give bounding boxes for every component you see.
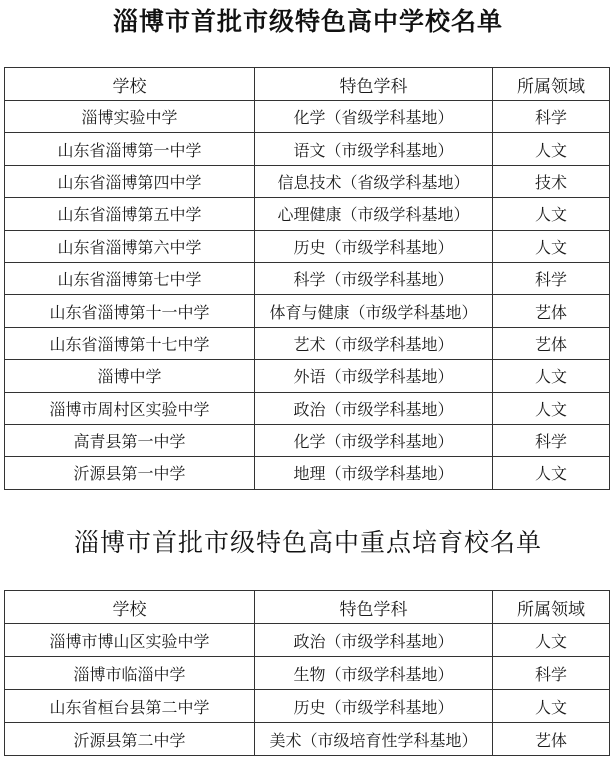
table-row <box>5 198 610 230</box>
field-cell: 科学 <box>493 424 610 456</box>
field-cell: 科学 <box>493 101 610 133</box>
field-cell: 人文 <box>493 690 610 723</box>
field-cell: 科学 <box>493 657 610 690</box>
subject-cell: 美术（市级培育性学科基地） <box>255 723 493 756</box>
school-cell: 淄博实验中学 <box>5 101 255 133</box>
school-cell: 淄博市博山区实验中学 <box>5 624 255 657</box>
school-cell: 山东省淄博第四中学 <box>5 165 255 197</box>
page-title: 淄博市首批市级特色高中学校名单 <box>112 7 503 36</box>
school-cell: 淄博市临淄中学 <box>5 657 255 690</box>
field-cell: 人文 <box>493 198 610 230</box>
school-cell: 山东省淄博第六中学 <box>5 230 255 262</box>
school-cell: 山东省淄博第一中学 <box>5 133 255 165</box>
school-cell: 沂源县第一中学 <box>5 457 255 489</box>
school-cell: 淄博市周村区实验中学 <box>5 392 255 424</box>
subject-cell: 艺术（市级学科基地） <box>255 327 493 359</box>
table-row <box>5 165 610 197</box>
subject-cell: 心理健康（市级学科基地） <box>255 198 493 230</box>
subject-cell: 政治（市级学科基地） <box>255 392 493 424</box>
table-row <box>5 424 610 456</box>
table-row <box>5 230 610 262</box>
subject-cell: 化学（省级学科基地） <box>255 101 493 133</box>
column-header-school: 学校 <box>5 68 255 101</box>
table-row <box>5 392 610 424</box>
column-header-field: 所属领域 <box>493 68 610 101</box>
school-cell: 山东省淄博第五中学 <box>5 198 255 230</box>
table-row <box>5 101 610 133</box>
column-header-subject: 特色学科 <box>255 68 493 101</box>
subject-cell: 体育与健康（市级学科基地） <box>255 295 493 327</box>
table-row <box>5 327 610 359</box>
school-cell: 山东省桓台县第二中学 <box>5 690 255 723</box>
featured-schools-table <box>4 67 610 490</box>
field-cell: 科学 <box>493 262 610 294</box>
school-cell: 山东省淄博第十一中学 <box>5 295 255 327</box>
field-cell: 艺体 <box>493 723 610 756</box>
column-header-subject: 特色学科 <box>255 591 493 624</box>
table-header-row <box>5 68 610 101</box>
field-cell: 人文 <box>493 133 610 165</box>
field-cell: 人文 <box>493 457 610 489</box>
section-title: 淄博市首批市级特色高中重点培育校名单 <box>73 528 542 557</box>
subject-cell: 外语（市级学科基地） <box>255 360 493 392</box>
field-cell: 人文 <box>493 624 610 657</box>
table-header-row <box>5 591 610 624</box>
table-row <box>5 657 610 690</box>
field-cell: 艺体 <box>493 295 610 327</box>
field-cell: 人文 <box>493 360 610 392</box>
subject-cell: 政治（市级学科基地） <box>255 624 493 657</box>
school-cell: 淄博中学 <box>5 360 255 392</box>
field-cell: 人文 <box>493 230 610 262</box>
subject-cell: 历史（市级学科基地） <box>255 230 493 262</box>
table-row <box>5 262 610 294</box>
table-row <box>5 457 610 489</box>
subject-cell: 化学（市级学科基地） <box>255 424 493 456</box>
subject-cell: 历史（市级学科基地） <box>255 690 493 723</box>
cultivation-schools-table <box>4 590 610 756</box>
school-cell: 沂源县第二中学 <box>5 723 255 756</box>
table-row <box>5 690 610 723</box>
subject-cell: 生物（市级学科基地） <box>255 657 493 690</box>
school-cell: 高青县第一中学 <box>5 424 255 456</box>
field-cell: 人文 <box>493 392 610 424</box>
table-row <box>5 624 610 657</box>
school-cell: 山东省淄博第十七中学 <box>5 327 255 359</box>
column-header-field: 所属领域 <box>493 591 610 624</box>
table-row <box>5 133 610 165</box>
table-row <box>5 723 610 756</box>
subject-cell: 语文（市级学科基地） <box>255 133 493 165</box>
field-cell: 艺体 <box>493 327 610 359</box>
subject-cell: 科学（市级学科基地） <box>255 262 493 294</box>
field-cell: 技术 <box>493 165 610 197</box>
subject-cell: 地理（市级学科基地） <box>255 457 493 489</box>
table-row <box>5 295 610 327</box>
school-cell: 山东省淄博第七中学 <box>5 262 255 294</box>
column-header-school: 学校 <box>5 591 255 624</box>
subject-cell: 信息技术（省级学科基地） <box>255 165 493 197</box>
table-row <box>5 360 610 392</box>
